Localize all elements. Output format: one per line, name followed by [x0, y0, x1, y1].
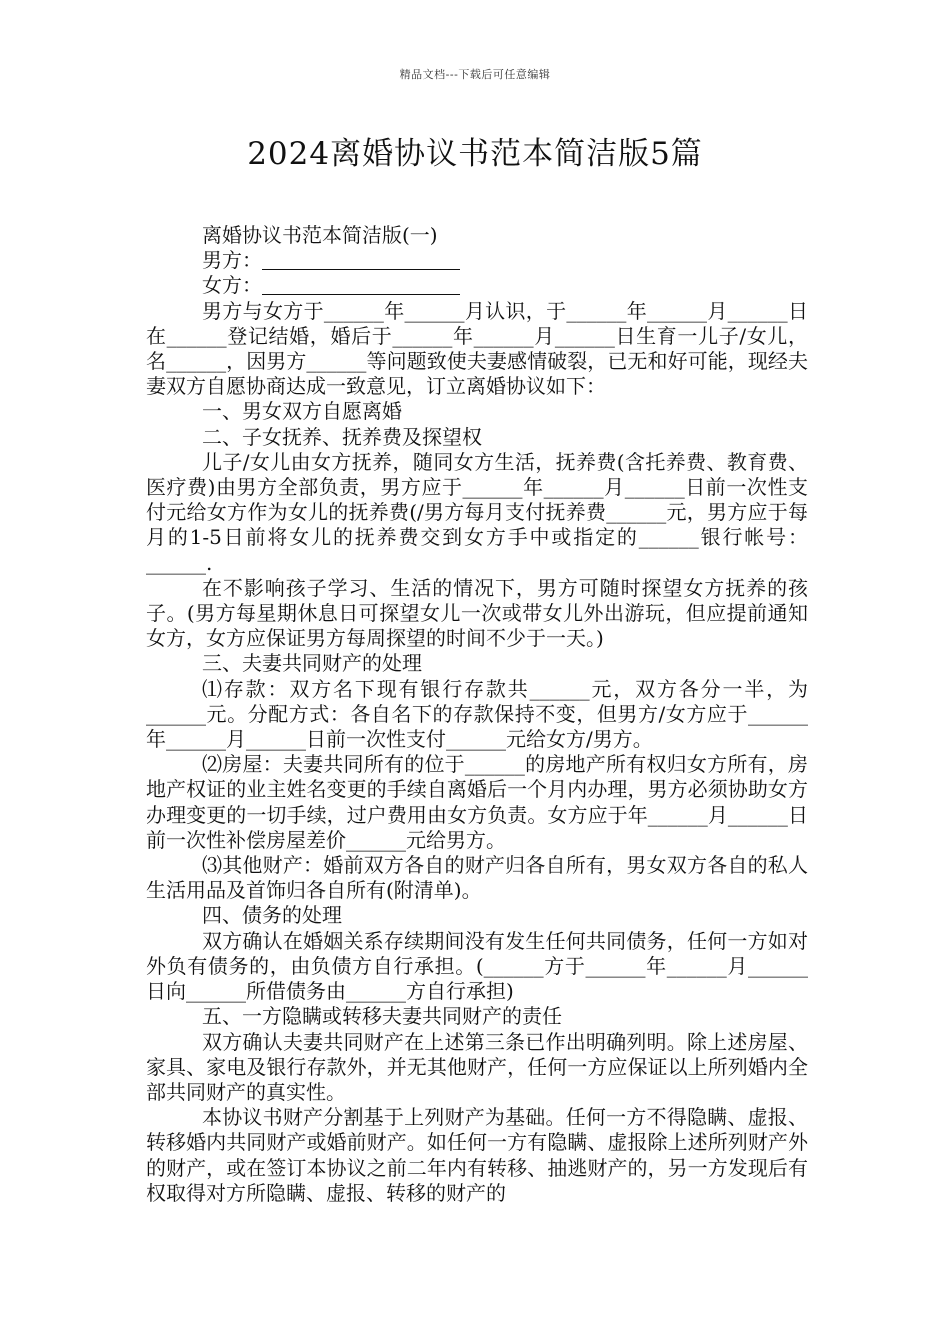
property-division-paragraph: 本协议书财产分割基于上列财产为基础。任何一方不得隐瞒、虚报、转移婚内共同财产或婚前财产。如任何一方有隐瞒、虚报除上述所列财产外的财产，或在签订本协议之前二年内有转移、抽逃财产的，另一方发现后有权取得对方所隐瞒、虚报、转移的财产的 [146, 1105, 808, 1205]
clause-heading-4: 四、债务的处理 [202, 903, 342, 928]
female-party-blank [262, 276, 460, 295]
female-party-label: 女方： [202, 273, 262, 298]
header-note: 精品文档---下载后可任意编辑 [399, 68, 551, 81]
clause-heading-2: 二、子女抚养、抚养费及探望权 [202, 424, 482, 449]
male-party-blank [262, 251, 460, 270]
female-party-field [146, 273, 808, 298]
document-body [146, 223, 808, 1206]
debt-paragraph: 双方确认在婚姻关系存续期间没有发生任何共同债务，任何一方如对外负有债务的，由负债方自行承担。(______方于______年______月______日向______所借债务由______方自行承担) [146, 928, 808, 1004]
housing-paragraph: ⑵房屋：夫妻共同所有的位于______的房地产所有权归女方所有，房地产权证的业主姓名变更的手续自离婚后一个月内办理，男方必须协助女方办理变更的一切手续，过户费用由女方负责。女方应于年______月______日前一次性补偿房屋差价______元给男方。 [146, 752, 808, 852]
property-confirmation-paragraph: 双方确认夫妻共同财产在上述第三条已作出明确列明。除上述房屋、家具、家电及银行存款外，并无其他财产，任何一方应保证以上所列婚内全部共同财产的真实性。 [146, 1029, 808, 1104]
section-subtitle: 离婚协议书范本简洁版(一) [202, 223, 438, 247]
clause-heading-3: 三、夫妻共同财产的处理 [202, 651, 422, 676]
document-title: 2024离婚协议书范本简洁版5篇 [247, 136, 703, 172]
clause-heading-1: 一、男女双方自愿离婚 [202, 399, 402, 424]
deposit-paragraph: ⑴存款：双方名下现有银行存款共______元，双方各分一半，为______元。分配方式：各自名下的存款保持不变，但男方/女方应于______年______月______日前一次性支付______元给女方/男方。 [146, 676, 808, 752]
male-party-field [146, 248, 808, 273]
visitation-paragraph: 在不影响孩子学习、生活的情况下，男方可随时探望女方抚养的孩子。(男方每星期休息日可探望女儿一次或带女儿外出游玩，但应提前通知女方，女方应保证男方每周探望的时间不少于一天。) [146, 575, 808, 651]
custody-paragraph: 儿子/女儿由女方抚养，随同女方生活，抚养费(含托养费、教育费、医疗费)由男方全部负责，男方应于______年______月______日前一次性支付元给女方作为女儿的抚养费(/男方每月支付抚养费______元，男方应于每月的1-5日前将女儿的抚养费交到女方手中或指定的______银行帐号：______. [146, 449, 808, 575]
male-party-label: 男方： [202, 248, 262, 273]
clause-heading-5: 五、一方隐瞒或转移夫妻共同财产的责任 [202, 1004, 562, 1029]
intro-paragraph: 男方与女方于______年______月认识，于______年______月______日在______登记结婚，婚后于______年______月______日生育一儿子/女儿，名______，因男方______等问题致使夫妻感情破裂，已无和好可能，现经夫妻双方自愿协商达成一致意见，订立离婚协议如下： [146, 298, 808, 399]
other-property-paragraph: ⑶其他财产：婚前双方各自的财产归各自所有，男女双方各自的私人生活用品及首饰归各自所有(附清单)。 [146, 853, 808, 903]
